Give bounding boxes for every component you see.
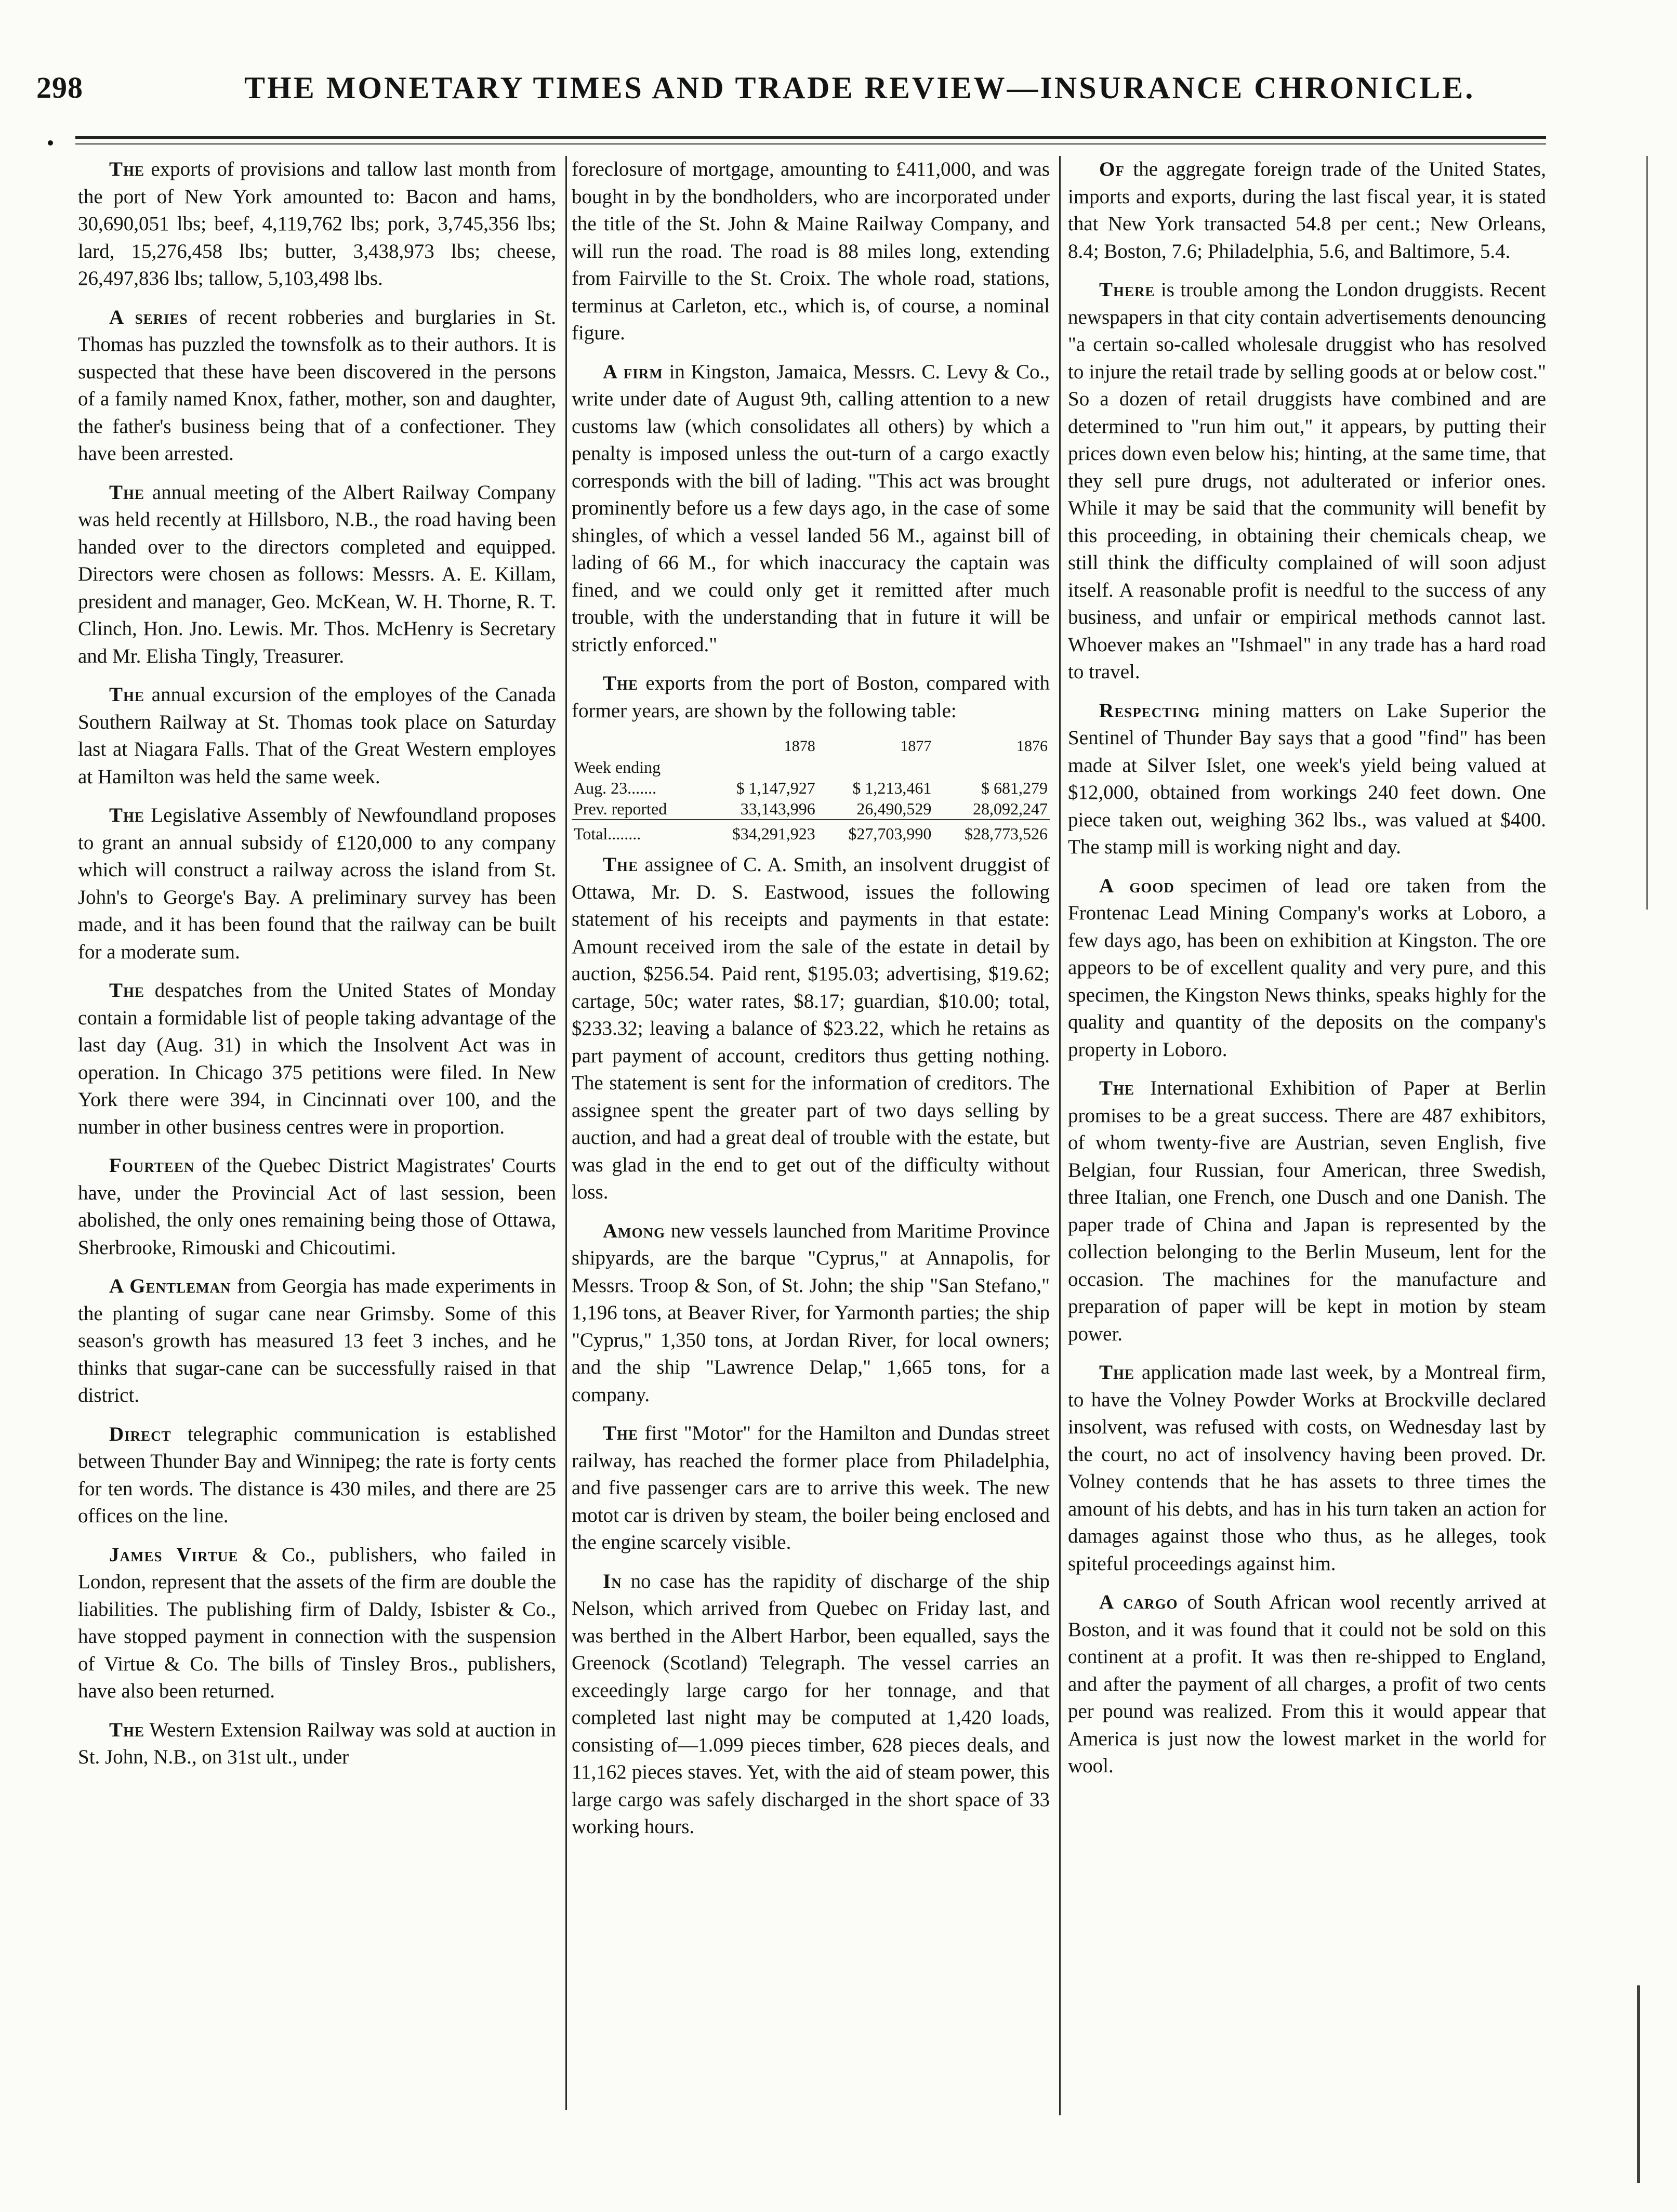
article-paragraph bbox=[78, 479, 556, 670]
paragraph-lead: Respecting bbox=[1099, 699, 1200, 722]
column-divider-1 bbox=[565, 156, 567, 2110]
article-paragraph bbox=[1068, 873, 1546, 1064]
paragraph-text: Western Extension Railway was sold at auction in St. John, N.B., on 31st ult., under bbox=[78, 1718, 556, 1768]
column-3 bbox=[1068, 156, 1546, 2172]
paragraph-text: specimen of lead ore taken from the Frontenac Lead Mining Company's works at Loboro, a few days ago, has been on exhibition at Kingston. The ore appeors to be of excellent quality and very pure, and this specimen, the Kingston News thinks, speaks highly for the quality and quantity of the deposits on the company's property in Loboro. bbox=[1068, 874, 1546, 1061]
table-cell bbox=[933, 757, 1050, 778]
paragraph-text: is trouble among the London druggists. Recent newspapers in that city contain advertisements denouncing "a certain so-called wholesale druggist who has resolved to injure the retail trade by selling goods at or below cost." So a dozen of retail druggists have combined and are determined to "run him out," it appears, by putting their prices down even below his; hinting, at the same time, that they sell pure drugs, not adulterated or inferior ones. While it may be said that the community will benefit by this proceeding, in obtaining their chemicals cheap, we still think the difficulty complained of will soon adjust itself. A reasonable profit is needful to the success of any business, and unfair or empirical methods cannot last. Whoever makes an "Ishmael" in any trade has a hard road to travel. bbox=[1068, 279, 1546, 683]
paragraph-lead: Direct bbox=[109, 1423, 171, 1445]
article-paragraph bbox=[1068, 156, 1546, 265]
table-row-label bbox=[572, 736, 701, 757]
table-cell: 1876 bbox=[1016, 738, 1048, 755]
paragraph-lead: The bbox=[109, 158, 145, 180]
header-rule-thick bbox=[75, 136, 1546, 139]
table-row bbox=[572, 736, 1050, 757]
article-paragraph bbox=[572, 156, 1050, 347]
table-row-label: Aug. 23....... bbox=[574, 779, 657, 797]
paragraph-lead: A Gentleman bbox=[109, 1275, 231, 1297]
article-paragraph bbox=[78, 681, 556, 791]
article-paragraph bbox=[572, 1218, 1050, 1409]
paragraph-text: mining matters on Lake Superior the Sentinel of Thunder Bay says that a good "find" has been made at Silver Islet, one week's yield being valued at $12,000, obtained from workings 240 feet down. One piece taken out, weighing 362 lbs., was valued at $400. The stamp mill is working night and day. bbox=[1068, 699, 1546, 858]
article-paragraph bbox=[572, 1420, 1050, 1557]
boston-exports-table bbox=[572, 736, 1050, 844]
column-divider-2 bbox=[1059, 156, 1061, 2115]
paragraph-lead: In bbox=[603, 1570, 622, 1592]
paragraph-lead: A firm bbox=[603, 360, 663, 383]
paragraph-lead: The bbox=[109, 804, 145, 826]
paragraph-lead: James Virtue bbox=[109, 1543, 239, 1566]
paragraph-text: International Exhibition of Paper at Berlin promises to be a great success. There are 487 exhibitors, of whom twenty-five are Austrian, seven English, five Belgian, four Russian, four American, three Swedish, three Italian, one French, one Dusch and one Danish. The paper trade of China and Japan is represented by the collection belonging to the Berlin Museum, lent for the occasion. The machines for the manufacture and preparation of paper will be kept in motion by steam power. bbox=[1068, 1077, 1546, 1345]
article-paragraph bbox=[1068, 1359, 1546, 1577]
article-paragraph bbox=[1068, 276, 1546, 686]
paragraph-text: of the Quebec District Magistrates' Courts have, under the Provincial Act of last session, been abolished, the only ones remaining being those of Ottawa, Sherbrooke, Rimouski and Chicoutimi. bbox=[78, 1154, 556, 1259]
article-paragraph bbox=[572, 670, 1050, 725]
article-paragraph bbox=[1068, 697, 1546, 861]
article-paragraph bbox=[78, 1717, 556, 1771]
paragraph-lead: The bbox=[109, 481, 145, 504]
table-cell: $ 1,147,927 bbox=[736, 779, 815, 797]
paragraph-lead: Among bbox=[603, 1219, 666, 1242]
table-row bbox=[572, 820, 1050, 844]
paragraph-text: the aggregate foreign trade of the United States, imports and exports, during the last fiscal year, it is stated that New York transacted 54.8 per cent.; New Orleans, 8.4; Boston, 7.6; Philadelphia, 5.6, and Baltimore, 5.4. bbox=[1068, 158, 1546, 262]
article-paragraph bbox=[1068, 1589, 1546, 1780]
table-cell: $34,291,923 bbox=[701, 820, 817, 844]
paragraph-text: annual meeting of the Albert Railway Company was held recently at Hillsboro, N.B., the road having been handed over to the directors completed and equipped. Directors were chosen as follows: Messrs. A. E. Killam, president and manager, Geo. McKean, W. H. Thorne, R. T. Clinch, Hon. Jno. Lewis. Mr. Thos. McHenry is Secretary and Mr. Elisha Tingly, Treasurer. bbox=[78, 481, 556, 667]
paragraph-lead: Of bbox=[1099, 158, 1125, 180]
article-paragraph bbox=[78, 1152, 556, 1261]
table-cell: 28,092,247 bbox=[973, 799, 1048, 818]
paragraph-lead: The bbox=[109, 683, 145, 706]
table-cell: $28,773,526 bbox=[933, 820, 1050, 844]
paragraph-text: of South African wool recently arrived at Boston, and it was found that it could not be sold on this continent at a profit. It was then re-shipped to England, and after the payment of all charges, a profit of two cents per pound was realized. From this it would appear that America is just now the lowest market in the world for wool. bbox=[1068, 1591, 1546, 1777]
page-header bbox=[36, 65, 1559, 122]
paragraph-lead: The bbox=[603, 672, 639, 694]
paragraph-text: first "Motor" for the Hamilton and Dundas street railway, has reached the former place from Philadelphia, and five passenger cars are to arrive this week. The new motot car is driven by steam, the boiler being enclosed and the engine scarcely visible. bbox=[572, 1422, 1050, 1553]
column-2 bbox=[572, 156, 1050, 2172]
paragraph-lead: The bbox=[109, 979, 145, 1002]
paragraph-lead: Fourteen bbox=[109, 1154, 195, 1177]
scan-edge-mark bbox=[1637, 1985, 1640, 2183]
table-cell: 33,143,996 bbox=[740, 799, 815, 818]
paragraph-text: of recent robberies and burglaries in St. Thomas has puzzled the townsfolk as to their authors. It is suspected that these have been discovered in the persons of a family named Knox, father, mother, son and daughter, the father's business being that of a confectioner. They have been arrested. bbox=[78, 306, 556, 465]
paragraph-lead: The bbox=[603, 1422, 639, 1444]
paragraph-text: no case has the rapidity of discharge of the ship Nelson, which arrived from Quebec on Friday last, and was berthed in the Albert Harbor, been equalled, says the Greenock (Scotland) Telegraph. The vessel carries an exceedingly large cargo for her tonnage, and that completed last night may be computed at 1,420 loads, consisting of—1.099 pieces timber, 628 pieces deals, and 11,162 pieces staves. Yet, with the aid of steam power, this large cargo was safely discharged in the short space of 33 working hours. bbox=[572, 1570, 1050, 1838]
paragraph-text: & Co., publishers, who failed in London, represent that the assets of the firm are double the liabilities. The publishing firm of Daldy, Isbister & Co., have stopped payment in connection with the suspension of Virtue & Co. The bills of Tinsley Bros., publishers, have also been returned. bbox=[78, 1543, 556, 1702]
paragraph-text: from Georgia has made experiments in the planting of sugar cane near Grimsby. Some of this season's growth has measured 13 feet 3 inches, and he thinks that sugar-cane can be successfully raised in that district. bbox=[78, 1275, 556, 1406]
table-cell: $ 681,279 bbox=[981, 779, 1048, 797]
table-row bbox=[572, 778, 1050, 798]
table-cell: 1877 bbox=[900, 738, 932, 755]
article-paragraph bbox=[78, 156, 556, 293]
paragraph-text: in Kingston, Jamaica, Messrs. C. Levy & Co., write under date of August 9th, calling attention to a new customs law (which consolidates all others) by which a penalty is imposed unless the out-turn of a cargo exactly corresponds with the bill of lading. "This act was brought prominently before us a few days ago, in the case of some shingles, of which a vessel landed 56 M., against bill of lading of 66 M., for which inaccuracy the captain was fined, and we could only get it remitted after much trouble, with the understanding that in future it will be strictly enforced." bbox=[572, 360, 1050, 656]
paragraph-text: Legislative Assembly of Newfoundland proposes to grant an annual subsidy of £120,000 to any company which will construct a railway across the island from St. John's to George's Bay. A preliminary survey has been made, and it has been found that the railway can be built for a moderate sum. bbox=[78, 804, 556, 963]
paragraph-lead: The bbox=[603, 853, 639, 876]
paragraph-lead: A cargo bbox=[1099, 1591, 1178, 1613]
paragraph-text: exports from the port of Boston, compared with former years, are shown by the following table: bbox=[572, 672, 1050, 722]
table-row-label: Week ending bbox=[574, 758, 661, 776]
paragraph-lead: The bbox=[1099, 1077, 1135, 1099]
table-row bbox=[572, 798, 1050, 820]
table-cell bbox=[817, 757, 934, 778]
article-paragraph bbox=[78, 1542, 556, 1705]
page-number: 298 bbox=[36, 71, 83, 104]
paragraph-lead: The bbox=[1099, 1361, 1135, 1384]
table-cell: 1878 bbox=[784, 738, 815, 755]
column-1 bbox=[78, 156, 556, 2172]
table-row-label: Total........ bbox=[572, 820, 701, 844]
table-row bbox=[572, 757, 1050, 778]
paragraph-text: despatches from the United States of Monday contain a formidable list of people taking advantage of the last day (Aug. 31) in which the Insolvent Act was in operation. In Chicago 375 petitions were filed. In New York there were 394, in Cincinnati over 100, and the number in other business centres were in proportion. bbox=[78, 979, 556, 1138]
paragraph-text: application made last week, by a Montreal firm, to have the Volney Powder Works at Brockville declared insolvent, was refused with costs, on Wednesday last by the court, no act of insolvency having been proved. Dr. Volney contends that he has assets to three times the amount of his debts, and has in his turn taken an action for damages against those who thus, as he alleges, took spiteful proceedings against him. bbox=[1068, 1361, 1546, 1575]
article-paragraph bbox=[572, 359, 1050, 659]
paragraph-lead: A series bbox=[109, 306, 188, 328]
article-paragraph bbox=[572, 851, 1050, 1206]
paragraph-text: assignee of C. A. Smith, an insolvent druggist of Ottawa, Mr. D. S. Eastwood, issues the following statement of his receipts and payments in that estate: Amount received irom the sale of the estate in detail by auction, $256.54. Paid rent, $195.03; advertising, $19.62; cartage, 50c; water rates, $8.17; guardian, $10.00; total, $233.32; leaving a balance of $23.22, which he retains as part payment of account, creditors thus getting nothing. The statement is sent for the information of creditors. The assignee spent the greater part of two days selling by auction, and had a great deal of trouble with the estate, but was glad in the end to get out of the difficulty without loss. bbox=[572, 853, 1050, 1203]
paragraph-text: foreclosure of mortgage, amounting to £411,000, and was bought in by the bondholders, who are incorporated under the title of the St. John & Maine Railway Company, and will run the road. The road is 88 miles long, extending from Fairville to the St. Croix. The whole road, stations, terminus at Carleton, etc., which is, of course, a nominal figure. bbox=[572, 158, 1050, 344]
scan-edge-line bbox=[1646, 156, 1648, 910]
table-cell: 26,490,529 bbox=[856, 799, 932, 818]
article-paragraph bbox=[78, 1273, 556, 1410]
paragraph-lead: A good bbox=[1099, 874, 1174, 897]
table-row-label: Prev. reported bbox=[574, 799, 667, 818]
paragraph-text: annual excursion of the employes of the Canada Southern Railway at St. Thomas took place on Saturday last at Niagara Falls. That of the Great Western employes at Hamilton was held the same week. bbox=[78, 683, 556, 788]
paragraph-lead: There bbox=[1099, 279, 1155, 301]
table-cell bbox=[701, 757, 817, 778]
table-cell: $27,703,990 bbox=[817, 820, 934, 844]
scan-dot bbox=[48, 140, 53, 146]
paragraph-lead: The bbox=[109, 1718, 145, 1741]
article-paragraph bbox=[78, 977, 556, 1141]
article-paragraph bbox=[78, 1421, 556, 1530]
table-cell: $ 1,213,461 bbox=[852, 779, 932, 797]
article-paragraph bbox=[78, 304, 556, 468]
paragraph-text: telegraphic communication is established between Thunder Bay and Winnipeg; the rate is forty cents for ten words. The distance is 430 miles, and there are 25 offices on the line. bbox=[78, 1423, 556, 1527]
article-paragraph bbox=[1068, 1075, 1546, 1348]
paragraph-text: new vessels launched from Maritime Province shipyards, are the barque "Cyprus," at Annapolis, for Messrs. Troop & Son, of St. John; the ship "San Stefano," 1,196 tons, at Beaver River, for Yarmonth parties; the ship "Cyprus," 1,350 tons, at Jordan River, for local owners; and the ship "Lawrence Delap," 1,665 tons, for a company. bbox=[572, 1219, 1050, 1406]
article-paragraph bbox=[78, 802, 556, 966]
running-title: THE MONETARY TIMES AND TRADE REVIEW—INSURANCE CHRONICLE. bbox=[244, 71, 1475, 105]
header-rule-thin bbox=[75, 143, 1546, 144]
paragraph-text: exports of provisions and tallow last month from the port of New York amounted to: Bacon and hams, 30,690,051 lbs; beef, 4,119,762 lbs; pork, 3,745,356 lbs; lard, 15,276,458 lbs; butter, 3,438,973 lbs; cheese, 26,497,836 lbs; tallow, 5,103,498 lbs. bbox=[78, 158, 556, 289]
article-paragraph bbox=[572, 1568, 1050, 1841]
